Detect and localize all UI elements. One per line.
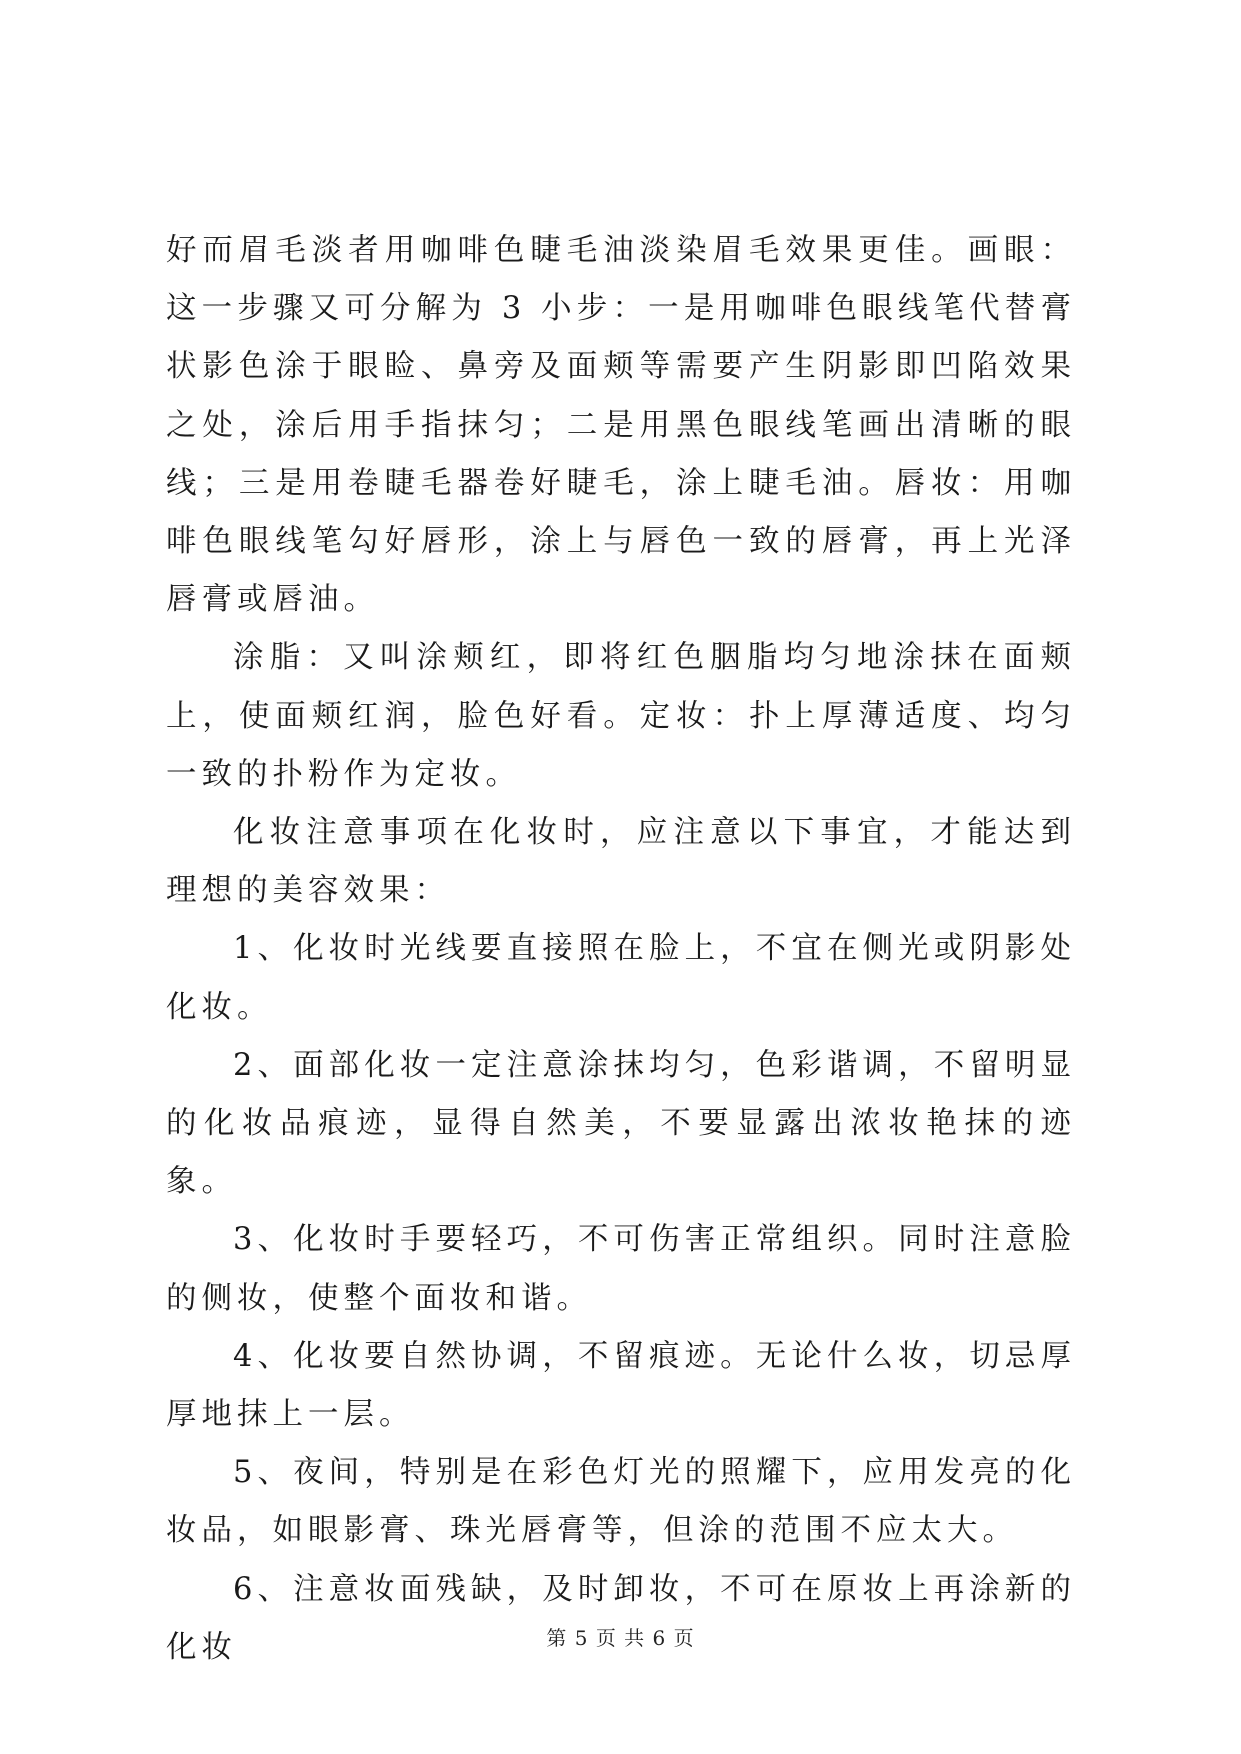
paragraph-9: 6、注意妆面残缺，及时卸妆，不可在原妆上再涂新的化妆 [166,1571,1076,1665]
body-text [166,222,1076,1677]
paragraph-2: 涂脂：又叫涂颊红，即将红色胭脂均匀地涂抹在面颊上，使面颊红润，脸色好看。定妆：扑上厚薄适度、均匀一致的扑粉作为定妆。 [166,640,1076,792]
page-footer [0,1622,1241,1651]
paragraph-4: 1、化妆时光线要直接照在脸上，不宜在侧光或阴影处化妆。 [166,931,1076,1025]
paragraph-7: 4、化妆要自然协调，不留痕迹。无论什么妆，切忌厚厚地抹上一层。 [166,1338,1076,1433]
page-number-label: 第 5 页 共 6 页 [546,1626,695,1650]
paragraph-5: 2、面部化妆一定注意涂抹均匀，色彩谐调，不留明显的化妆品痕迹，显得自然美，不要显露出浓妆艳抹的迹象。 [166,1047,1076,1200]
paragraph-6: 3、化妆时手要轻巧，不可伤害正常组织。同时注意脸的侧妆，使整个面妆和谐。 [166,1222,1076,1316]
paragraph-3: 化妆注意事项在化妆时，应注意以下事宜，才能达到理想的美容效果： [166,815,1076,909]
paragraph-1: 好而眉毛淡者用咖啡色睫毛油淡染眉毛效果更佳。画眼：这一步骤又可分解为 3 小步：一是用咖啡色眼线笔代替膏状影色涂于眼睑、鼻旁及面颊等需要产生阴影即凹陷效果之处，涂后用手指抹匀；二是用黑色眼线笔画出清晰的眼线；三是用卷睫毛器卷好睫毛，涂上睫毛油。唇妆：用咖啡色眼线笔勾好唇形，涂上与唇色一致的唇膏，再上光泽唇膏或唇油。 [166,233,1076,618]
paragraph-8: 5、夜间，特别是在彩色灯光的照耀下，应用发亮的化妆品，如眼影膏、珠光唇膏等，但涂的范围不应太大。 [166,1455,1076,1549]
